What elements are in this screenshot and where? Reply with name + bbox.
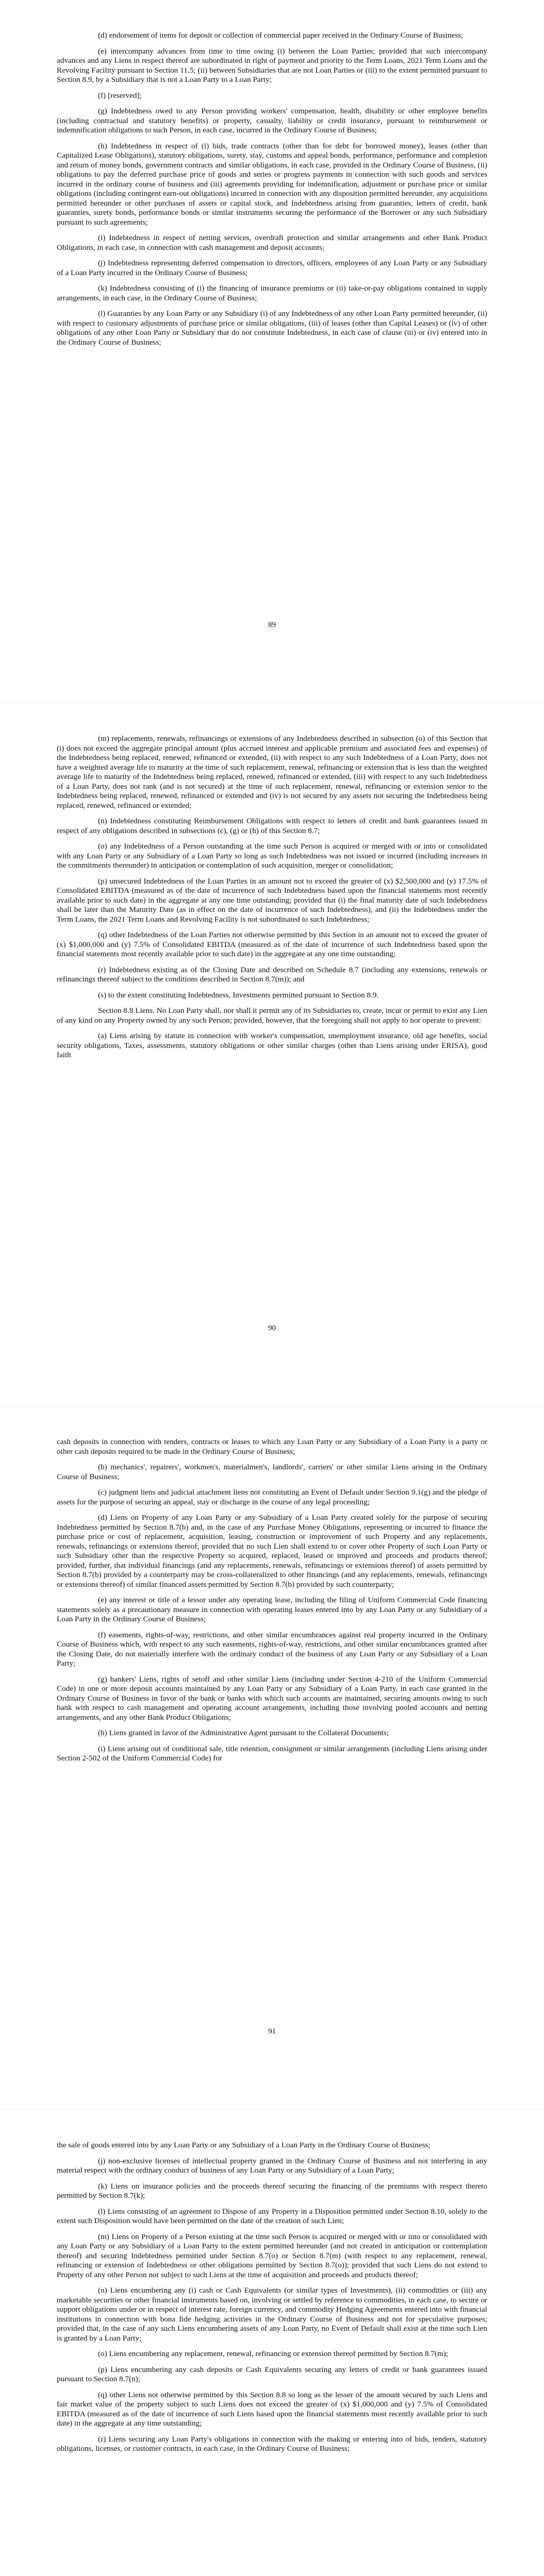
paragraph: (l) Guaranties by any Loan Party or any Subsidiary (i) of any Indebtedness of any other Loan Party permitted hereunder, (ii) with respect to customary adjustments of purchase price or similar obligations, (iii) of leases (other than Capital Leases) or (iv) of other obligations of any other Loan Party or Subsidiary that do not constitute Indebtedness, in each case of clause (iii) or (iv) entered into in the Ordinary Course of Business; xyxy=(57,309,487,347)
paragraph: (g) bankers' Liens, rights of setoff and other similar Liens (including under Section 4-210 of the Uniform Commercial Code) in one or more deposit accounts maintained by any Loan Party or any Subsidiary of a Loan Party, in each case granted in the Ordinary Course of Business in favor of the bank or banks with which such accounts are maintained, securing amounts owing to such bank with respect to cash management and operating account arrangements, including those involving pooled accounts and netting arrangements, and any other Bank Product Obligations; xyxy=(57,1674,487,1722)
paragraph: (h) Indebtedness in respect of (i) bids, trade contracts (other than for debt for borrowed money), leases (other than Capitalized Lease Obligations), statutory obligations, surety, stay, customs and appeal bonds, performance, performance and completion and return of money bonds, government contracts and similar obligations, in each case, provided in the Ordinary Course of Business, (ii) obligations to pay the deferred purchase price of goods and series or progress payments in connection with such goods and services incurred in the ordinary course of business and (iii) agreements providing for indemnification, adjustment or purchase price or similar obligations (including contingent earn-out obligations) incurred in connection with any disposition permitted hereunder, any acquisitions permitted hereunder or other purchases of assets or capital stock, and Indebtedness arising from guaranties, letters of credit, bank guaranties, surety bonds, performance bonds or similar instruments securing the performance of the Borrower or any such Subsidiary pursuant to such agreements; xyxy=(57,141,487,227)
paragraph: (r) Indebtedness existing as of the Closing Date and described on Schedule 8.7 (including any extensions, renewals or refinancings thereof subject to the conditions described in Section 8.7(m)); and xyxy=(57,965,487,984)
page-number: 91 xyxy=(268,2027,276,2036)
paragraph: (n) Indebtedness constituting Reimbursement Obligations with respect to letters of credit and bank guarantees issued in respect of any obligations described in subsections (c), (g) or (h) of this Section 8.7; xyxy=(57,817,487,835)
paragraph: (n) Liens encumbering any (i) cash or Cash Equivalents (or similar types of Investments), (ii) commodities or (iii) any marketable securities or other financial instruments based on, involving or settled by reference to commodities, in each case, to secure or support obligations under or in respect of interest rate, foreign currency, and commodity Hedging Agreements entered into with financial institutions in connection with bona fide hedging activities in the Ordinary Course of Business and not for speculative purposes; provided that, in the case of any such Liens encumbering assets of any Loan Party, no Event of Default shall exist at the time such Lien is granted by a Loan Party; xyxy=(57,2286,487,2343)
paragraph: (l) Liens consisting of an agreement to Dispose of any Property in a Disposition permitted under Section 8.10, solely to the extent such Disposition would have been permitted on the date of the creation of such Lien; xyxy=(57,2207,487,2225)
paragraph: (f) easements, rights-of-way, restrictions, and other similar encumbrances against real property incurred in the Ordinary Course of Business which, with respect to any such easements, rights-of-way, restrictions, and other similar encumbrances granted after the Closing Date, do not materially interfere with the ordinary conduct of the business of any Loan Party or any Subsidiary of a Loan Party; xyxy=(57,1630,487,1668)
paragraph: (m) replacements, renewals, refinancings or extensions of any Indebtedness described in subsection (o) of this Section that (i) does not exceed the aggregate principal amount (plus accrued interest and applicable premium and associated fees and expenses) of the Indebtedness being replaced, renewed, refinanced or extended, (ii) with respect to any such Indebtedness of a Loan Party, does not have a weighted average life to maturity at the time of such replacement, renewal, refinancing or extension that is less than the weighted average life to maturity of the Indebtedness being replaced, renewed, refinanced or extended, (iii) with respect to any such Indebtedness of a Loan Party, does not rank (and is not secured) at the time of such replacement, renewal, refinancing or extension senior to the Indebtedness being replaced, renewed, refinanced or extended and (iv) is not secured by any assets not securing the Indebtedness being replaced, renewed, refinanced or extended; xyxy=(57,734,487,810)
paragraph: (k) Indebtedness consisting of (i) the financing of insurance premiums or (ii) take-or-pay obligations contained in supply arrangements, in each case, in the Ordinary Course of Business; xyxy=(57,284,487,302)
paragraph: (i) Indebtedness in respect of netting services, overdraft protection and similar arrangements and other Bank Product Obligations, in each case, in connection with cash management and deposit accounts; xyxy=(57,233,487,252)
paragraph: (f) [reserved]; xyxy=(98,91,142,100)
paragraph: (k) Liens on insurance policies and the proceeds thereof securing the financing of the premiums with respect thereto permitted by Section 8.7(k); xyxy=(57,2181,487,2200)
paragraph: (e) any interest or title of a lessor under any operating lease, including the filing of Uniform Commercial Code financing statements solely as a precautionary measure in connection with operating leases entered into by any Loan Party or any Subsidiary of a Loan Party in the Ordinary Course of Business; xyxy=(57,1596,487,1623)
document-page xyxy=(0,703,544,1406)
paragraph: cash deposits in connection with tenders, contracts or leases to which any Loan Party or any Subsidiary of a Loan Party is a party or other cash deposits required to be made in the Ordinary Course of Business; xyxy=(57,1437,487,1456)
paragraph: the sale of goods entered into by any Loan Party or any Subsidiary of a Loan Party in the Ordinary Course of Business; xyxy=(57,2141,431,2149)
document-page xyxy=(0,0,544,703)
document-page xyxy=(0,1406,544,2110)
paragraph: (j) Indebtedness representing deferred compensation to directors, officers, employees of any Loan Party or any Subsidiary of a Loan Party incurred in the Ordinary Course of Business; xyxy=(57,259,487,277)
paragraph: (h) Liens granted in favor of the Administrative Agent pursuant to the Collateral Documents; xyxy=(98,1728,389,1737)
paragraph: (p) unsecured Indebtedness of the Loan Parties in an amount not to exceed the greater of (x) $2,500,000 and (y) 17.5% of Consolidated EBITDA (measured as of the date of incurrence of such Indebtedness based upon the financial statements most recently available prior to such date) in the aggregate at any one time outstanding; provided that (i) the final maturity date of such Indebtedness shall be later than the Maturity Date (as in effect on the date of incurrence of such Indebtedness), and (ii) the Indebtedness under the Term Loans, the 2021 Term Loans and Revolving Facility is not subordinated to such Indebtedness; xyxy=(57,876,487,924)
page-number: 90 xyxy=(268,1324,276,1332)
paragraph: (q) other Liens not otherwise permitted by this Section 8.8 so long as the lesser of the amount secured by such Liens and fair market value of the property subject to such Liens does not exceed the greater of (x) $1,000,000 and (y) 7.5% of Consolidated EBITDA (measured as of the date of incurrence of such Liens based upon the financial statements most recently available prior to such date) in the aggregate at any time outstanding; xyxy=(57,2390,487,2428)
paragraph: (o) any Indebtedness of a Person outstanding at the time such Person is acquired or merged with or into or consolidated with any Loan Party or any Subsidiary of a Loan Party so long as such Indebtedness was not issued or incurred (including increases in the commitments thereunder) in anticipation or contemplation of such acquisition, merger or consolidation; xyxy=(57,842,487,870)
paragraph: (m) Liens on Property of a Person existing at the time such Person is acquired or merged with or into or consolidated with any Loan Party or any Subsidiary of a Loan Party to the extent permitted hereunder (and not created in anticipation or contemplation thereof) and securing Indebtedness permitted under Section 8.7(o) or Section 8.7(m) (with respect to any replacement, renewal, refinancing or extension of Indebtedness or other obligations permitted by Section 8.7(o)); provided that such Liens do not extend to Property of any other Person not subject to such Liens at the time of acquisition and proceeds and products thereof; xyxy=(57,2232,487,2279)
document-page xyxy=(0,2110,544,2576)
paragraph: (c) judgment liens and judicial attachment liens not constituting an Event of Default under Section 9.1(g) and the pledge of assets for the purpose of securing an appeal, stay or discharge in the course of any legal proceeding; xyxy=(57,1488,487,1506)
paragraph: (q) other Indebtedness of the Loan Parties not otherwise permitted by this Section in an amount not to exceed the greater of (x) $1,000,000 and (y) 7.5% of Consolidated EBITDA (measured as of the date of incurrence of such Indebtedness based upon the financial statements most recently available prior to such date) in the aggregate at any one time outstanding; xyxy=(57,930,487,958)
paragraph: (d) Liens on Property of any Loan Party or any Subsidiary of a Loan Party created solely for the purpose of securing Indebtedness permitted by Section 8.7(b) and, in the case of any Purchase Money Obligations, representing or incurred to finance the purchase price or cost of replacement, acquisition, leasing, construction or improvement of such Property and any replacements, renewals, refinancings or extensions thereof; provided that no such Lien shall extend to or cover other Property of such Loan Party or such Subsidiary other than the respective Property so acquired, replaced, leased or improved and proceeds and products thereof; provided, further, that individual financings (and any replacements, renewals, refinancings or extensions thereof) of assets permitted by Section 8.7(b) provided by a counterparty may be cross-collateralized to other financings (and any replacements, renewals, refinancings or extensions thereof) of similar financed assets permitted by Section 8.7(b) provided by such counterparty; xyxy=(57,1513,487,1589)
paragraph: (j) non-exclusive licenses of intellectual property granted in the Ordinary Course of Business and not interfering in any material respect with the ordinary conduct of business of any Loan Party or any Subsidiary of a Loan Party; xyxy=(57,2156,487,2175)
paragraph: (a) Liens arising by statute in connection with worker's compensation, unemployment insurance, old age benefits, social security obligations, Taxes, assessments, statutory obligations or other similar charges (other than Liens arising under ERISA), good faith xyxy=(57,1031,487,1059)
section-heading: Section 8.8 Liens. No Loan Party shall, nor shall it permit any of its Subsidiaries to, create, incur or permit to exist any Lien of any kind on any Property owned by any such Person; provided, however, that the foregoing shall not apply to nor operate to prevent: xyxy=(57,1006,487,1025)
paragraph: (d) endorsement of items for deposit or collection of commercial paper received in the Ordinary Course of Business; xyxy=(98,31,464,40)
paragraph: (r) Liens securing any Loan Party's obligations in connection with the making or entering into of bids, tenders, statutory obligations, licenses, or customer contracts, in each case, in the Ordinary Course of Business; xyxy=(57,2434,487,2453)
page-number: 89 xyxy=(268,621,276,629)
paragraph: (i) Liens arising out of conditional sale, title retention, consignment or similar arrangements (including Liens arising under Section 2-502 of the Uniform Commercial Code) for xyxy=(57,1744,487,1762)
paragraph: (s) to the extent constituting Indebtedness, Investments permitted pursuant to Section 8.9. xyxy=(98,990,379,999)
paragraph: (o) Liens encumbering any replacement, renewal, refinancing or extension thereof permitted by Section 8.7(m); xyxy=(98,2349,448,2358)
paragraph: (e) intercompany advances from time to time owing (i) between the Loan Parties; provided that such intercompany advances and any Liens in respect thereof are subordinated in right of payment and priority to the Term Loans, 2021 Term Loans and the Revolving Facility pursuant to Section 11.5; (ii) between Subsidiaries that are not Loan Parties or (iii) to the extent permitted pursuant to Section 8.9, by a Subsidiary that is not a Loan Party to a Loan Party; xyxy=(57,46,487,84)
paragraph: (p) Liens encumbering any cash deposits or Cash Equivalents securing any letters of credit or bank guarantees issued pursuant to Section 8.7(n); xyxy=(57,2365,487,2383)
paragraph: (g) Indebtedness owed to any Person providing workers' compensation, health, disability or other employee benefits (including contractual and statutory benefits) or property, casualty, liability or credit insurance, pursuant to reimbursement or indemnification obligations to such Person, in each case, incurred in the Ordinary Course of Business; xyxy=(57,107,487,134)
paragraph: (b) mechanics', repairers', workmen's, materialmen's, landlords', carriers' or other similar Liens arising in the Ordinary Course of Business; xyxy=(57,1463,487,1481)
